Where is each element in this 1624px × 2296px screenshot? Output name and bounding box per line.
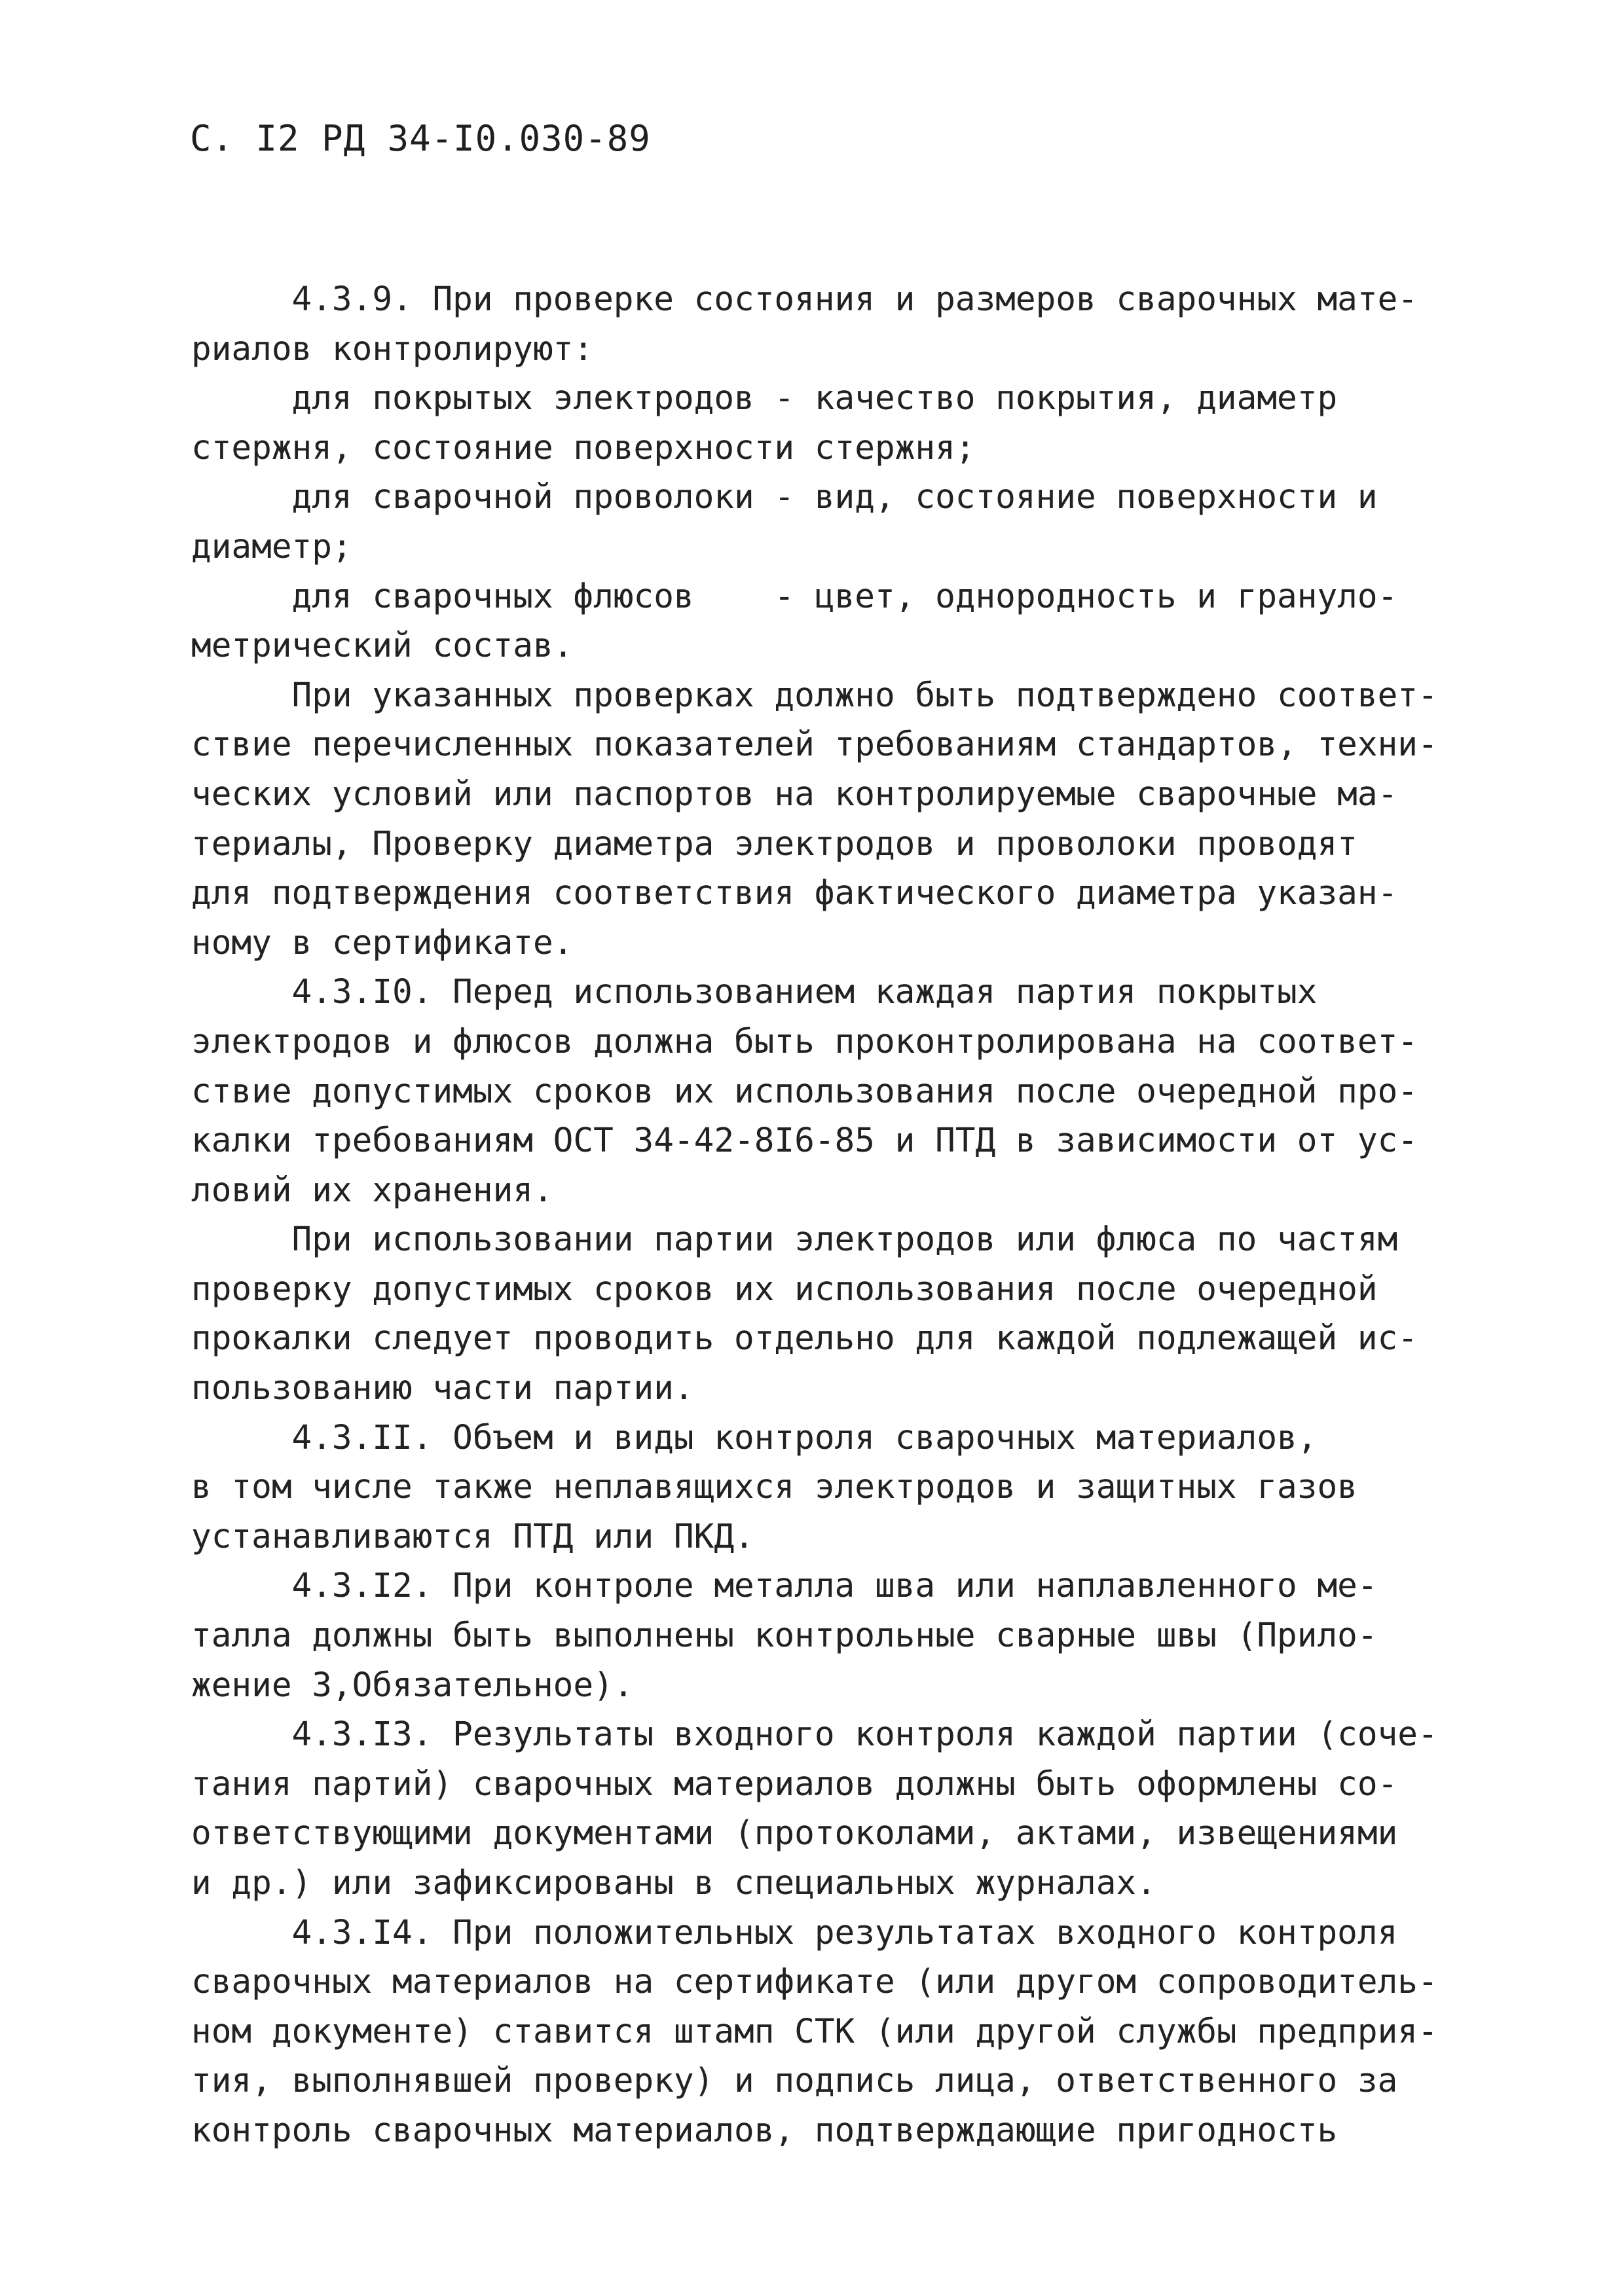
text-line: ному в сертификате. bbox=[191, 923, 574, 962]
text-line: пользованию части партии. bbox=[191, 1369, 694, 1408]
text-line: териалы, Проверку диаметра электродов и проволоки проводят bbox=[191, 824, 1357, 864]
text-line: сварочных материалов на сертификате (или другом сопроводитель- bbox=[191, 1963, 1438, 2002]
text-line: тания партий) сварочных материалов должны быть оформлены со- bbox=[191, 1764, 1398, 1804]
text-line: При использовании партии электродов или флюса по частям bbox=[191, 1220, 1398, 1260]
text-line: для сварочных флюсов - цвет, однородность и грануло- bbox=[191, 577, 1398, 616]
text-line: метрический состав. bbox=[191, 627, 574, 666]
text-line: 4.3.I2. При контроле металла шва или наплавленного ме- bbox=[191, 1567, 1378, 1606]
text-line: ном документе) ставится штамп СТК (или другой службы предприя- bbox=[191, 2012, 1438, 2051]
text-line: диаметр; bbox=[191, 527, 352, 566]
text-line: калки требованиям ОСТ 34-42-8I6-85 и ПТД в зависимости от ус- bbox=[191, 1121, 1418, 1161]
text-line: 4.3.9. При проверке состояния и размеров сварочных мате- bbox=[191, 280, 1418, 319]
text-line: 4.3.II. Объем и виды контроля сварочных материалов, bbox=[191, 1418, 1318, 1457]
text-line: проверку допустимых сроков их использования после очередной bbox=[191, 1269, 1378, 1309]
text-line: для подтверждения соответствия фактического диаметра указан- bbox=[191, 874, 1398, 913]
text-line: и др.) или зафиксированы в специальных журналах. bbox=[191, 1864, 1156, 1903]
text-line: для покрытых электродов - качество покрытия, диаметр bbox=[191, 379, 1338, 418]
text-line: контроль сварочных материалов, подтверждающие пригодность bbox=[191, 2111, 1338, 2150]
text-line: 4.3.I3. Результаты входного контроля каждой партии (соче- bbox=[191, 1715, 1438, 1755]
text-line: стержня, состояние поверхности стержня; bbox=[191, 428, 976, 467]
text-line: талла должны быть выполнены контрольные сварные швы (Прило- bbox=[191, 1616, 1378, 1656]
page-header: С. I2 РД 34-I0.030-89 bbox=[190, 118, 651, 159]
text-line: ответствующими документами (протоколами, актами, извещениями bbox=[191, 1814, 1398, 1853]
text-line: При указанных проверках должно быть подтверждено соответ- bbox=[191, 676, 1438, 715]
text-line: риалов контролируют: bbox=[191, 329, 594, 369]
text-line: устанавливаются ПТД или ПКД. bbox=[191, 1517, 754, 1556]
text-line: тия, выполнявшей проверку) и подпись лица, ответственного за bbox=[191, 2062, 1398, 2101]
text-line: ствие перечисленных показателей требованиям стандартов, техни- bbox=[191, 725, 1438, 765]
text-line: жение 3,Обязательное). bbox=[191, 1666, 634, 1705]
document-body bbox=[191, 275, 1475, 2156]
text-line: ствие допустимых сроков их использования после очередной про- bbox=[191, 1072, 1418, 1111]
text-line: для сварочной проволоки - вид, состояние поверхности и bbox=[191, 478, 1378, 517]
text-line: в том числе также неплавящихся электродов и защитных газов bbox=[191, 1468, 1357, 1507]
text-line: 4.3.I4. При положительных результатах входного контроля bbox=[191, 1913, 1398, 1952]
text-line: ческих условий или паспортов на контролируемые сварочные ма- bbox=[191, 774, 1398, 814]
text-line: 4.3.I0. Перед использованием каждая партия покрытых bbox=[191, 973, 1318, 1012]
text-line: прокалки следует проводить отдельно для каждой подлежащей ис- bbox=[191, 1319, 1418, 1358]
text-line: ловий их хранения. bbox=[191, 1171, 553, 1210]
text-line: электродов и флюсов должна быть проконтролирована на соответ- bbox=[191, 1022, 1418, 1061]
